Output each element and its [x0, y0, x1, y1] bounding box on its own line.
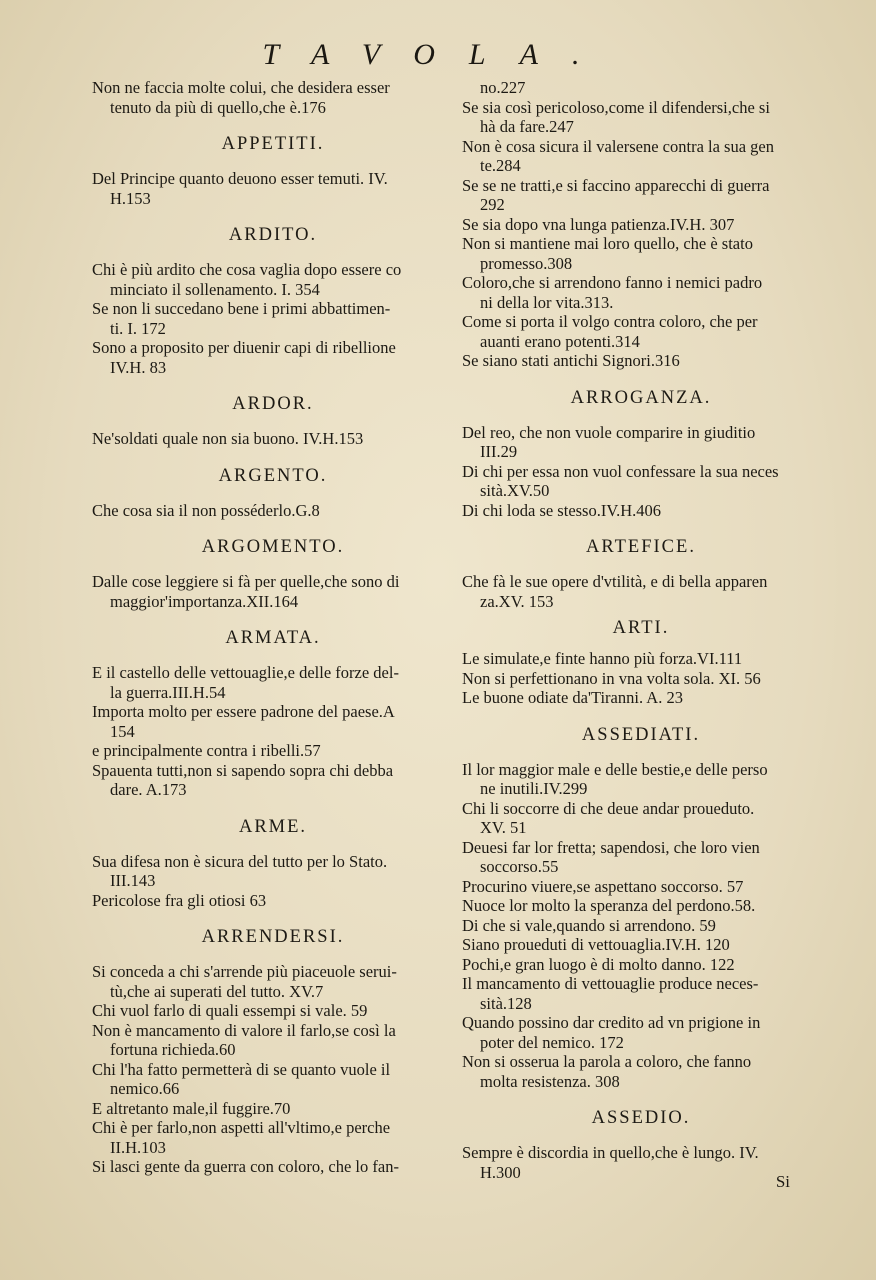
entry-line: poter del nemico. 172	[480, 1032, 624, 1052]
index-entry	[462, 137, 820, 176]
index-entry	[462, 501, 820, 521]
index-entry	[92, 1021, 454, 1060]
entry-line: Di che si vale,quando si arrendono. 59	[462, 915, 716, 935]
entry-line: Si conceda a chi s'arrende più piaceuole serui-	[92, 962, 397, 981]
entry-line: Sono a proposito per diuenir capi di ribellione	[92, 338, 396, 357]
index-entry	[462, 312, 820, 351]
index-entry	[92, 299, 454, 338]
index-heading: ARRENDERSI.	[201, 927, 345, 947]
entry-line: za.XV. 153	[480, 591, 554, 611]
entry-line: Il mancamento di vettouaglie produce neces-	[462, 974, 759, 993]
entry-line: minciato il sollenamento. I. 354	[110, 279, 320, 299]
index-heading: ARTEFICE.	[586, 537, 696, 557]
index-heading: ARMATA.	[225, 628, 321, 648]
entry-line: Che fà le sue opere d'vtilità, e di bella apparen	[462, 572, 768, 591]
entry-line: soccorso.55	[480, 857, 559, 876]
index-heading: ARME.	[238, 816, 308, 837]
entry-line: III.29	[480, 442, 518, 461]
index-entry	[462, 688, 820, 708]
index-entry	[462, 760, 820, 799]
index-entry	[462, 98, 820, 137]
index-entry	[92, 1001, 454, 1021]
index-entry	[92, 429, 454, 449]
entry-line: Ne'soldati quale non sia buono. IV.H.153	[92, 429, 364, 448]
entry-line: H.300	[480, 1162, 521, 1182]
index-heading: ARGENTO.	[218, 465, 328, 486]
entry-line: Quando possino dar credito ad vn prigione in	[462, 1013, 761, 1032]
entry-line: Chi è più ardito che cosa vaglia dopo essere co	[92, 260, 402, 279]
entry-line: IV.H. 83	[110, 357, 167, 377]
entry-line: Importa molto per essere padrone del paese.A	[92, 702, 395, 721]
entry-line: sità.XV.50	[480, 481, 550, 500]
entry-line: la guerra.III.H.54	[110, 682, 226, 702]
entry-line: Chi li soccorre di che deue andar proueduto.	[462, 798, 755, 818]
entry-line: Chi l'ha fatto permetterà di se quanto vuole il	[92, 1059, 391, 1079]
left-column	[92, 78, 454, 1177]
index-entry	[462, 935, 820, 955]
entry-line: Siano proueduti di vettouaglia.IV.H. 120	[462, 935, 730, 954]
index-entry	[92, 572, 454, 611]
entry-line: dare. A.173	[110, 780, 187, 799]
index-entry	[462, 351, 820, 371]
entry-line: Se siano stati antichi Signori.316	[462, 351, 680, 370]
entry-line: Se sia dopo vna lunga patienza.IV.H. 307	[462, 214, 735, 234]
entry-line: E il castello delle vettouaglie,e delle forze del-	[92, 663, 399, 682]
index-entry	[92, 663, 454, 702]
entry-line: Pochi,e gran luogo è di molto danno. 122	[462, 954, 735, 974]
index-entry	[462, 838, 820, 877]
running-head: TAVOLA.	[262, 38, 614, 71]
entry-line: Pericolose fra gli otiosi 63	[92, 890, 267, 910]
index-entry	[462, 1013, 820, 1052]
index-entry	[462, 462, 820, 501]
index-entry	[462, 916, 820, 936]
entry-line: Procurino viuere,se aspettano soccorso. 57	[462, 876, 744, 896]
entry-line: Le simulate,e finte hanno più forza.VI.111	[462, 649, 743, 668]
entry-line: fortuna richieda.60	[110, 1040, 236, 1059]
index-heading: ARDITO.	[228, 225, 318, 245]
index-entry	[462, 1052, 820, 1091]
index-entry	[92, 702, 454, 741]
entry-line: Del reo, che non vuole comparire in giuditio	[462, 422, 756, 442]
entry-line: promesso.308	[480, 253, 573, 273]
entry-line: E altretanto male,il fuggire.70	[92, 1098, 291, 1118]
entry-line: Chi è per farlo,non aspetti all'vltimo,e perche	[92, 1118, 391, 1137]
entry-line: Dalle cose leggiere si fà per quelle,che sono di	[92, 572, 400, 591]
entry-line: no.227	[480, 78, 526, 97]
index-heading: ARGOMENTO.	[201, 537, 345, 557]
entry-line: Non si mantiene mai loro quello, che è stato	[462, 234, 753, 253]
entry-line: ne inutili.IV.299	[480, 779, 588, 798]
entry-line: Chi vuol farlo di quali essempi si vale. 59	[92, 1001, 368, 1020]
index-entry	[462, 877, 820, 897]
entry-line: ti. I. 172	[110, 318, 166, 338]
entry-line: Del Principe quanto deuono esser temuti. IV.	[92, 169, 388, 188]
index-heading: ASSEDIO.	[591, 1108, 691, 1128]
index-entry	[92, 852, 454, 891]
index-entry	[462, 273, 820, 312]
entry-line: Il lor maggior male e delle bestie,e delle perso	[462, 759, 768, 779]
index-entry	[92, 761, 454, 800]
entry-line: Di chi loda se stesso.IV.H.406	[462, 500, 662, 520]
index-entry	[92, 78, 454, 117]
entry-line: Non si osserua la parola a coloro, che fanno	[462, 1052, 752, 1071]
index-entry	[462, 1143, 820, 1182]
index-heading: ASSEDIATI.	[581, 724, 701, 745]
entry-line: Che cosa sia il non posséderlo.G.8	[92, 500, 320, 520]
index-entry	[92, 501, 454, 521]
index-entry	[462, 669, 820, 689]
right-column	[462, 78, 820, 1182]
entry-line: II.H.103	[110, 1137, 166, 1157]
index-heading: ARTI.	[612, 618, 670, 638]
index-heading: ARROGANZA.	[570, 387, 712, 408]
entry-line: XV. 51	[480, 818, 527, 837]
index-entry	[462, 896, 820, 916]
entry-line: Nuoce lor molto la speranza del perdono.58.	[462, 896, 756, 915]
index-entry	[462, 974, 820, 1013]
entry-line: III.143	[110, 871, 156, 890]
entry-line: nemico.66	[110, 1079, 180, 1098]
index-heading: ARDOR.	[232, 394, 314, 414]
entry-line: Sua difesa non è sicura del tutto per lo Stato.	[92, 851, 388, 871]
entry-line: Spauenta tutti,non si sapendo sopra chi debba	[92, 760, 394, 780]
index-entry	[462, 799, 820, 838]
index-entry	[92, 169, 454, 208]
index-entry	[92, 338, 454, 377]
index-entry	[462, 234, 820, 273]
index-entry	[92, 1157, 454, 1177]
entry-line: molta resistenza. 308	[480, 1071, 620, 1091]
entry-line: Non si perfettionano in vna volta sola. XI. 56	[462, 668, 761, 688]
entry-line: Se sia così pericoloso,come il difendersi,che si	[462, 97, 770, 117]
index-entry	[92, 891, 454, 911]
catchword: Si	[775, 1172, 790, 1191]
entry-line: Non è cosa sicura il valersene contra la sua gen	[462, 136, 774, 156]
entry-line: Non è mancamento di valore il farlo,se così la	[92, 1020, 396, 1040]
entry-line: Come si porta il volgo contra coloro, che per	[462, 312, 758, 331]
index-entry	[92, 962, 454, 1001]
index-entry	[462, 78, 820, 98]
index-entry	[92, 1118, 454, 1157]
entry-line: H.153	[110, 188, 151, 208]
index-entry	[462, 176, 820, 215]
entry-line: Non ne faccia molte colui, che desidera esser	[92, 78, 390, 97]
entry-line: Si lasci gente da guerra con coloro, che lo fan-	[92, 1157, 399, 1176]
entry-line: 292	[480, 195, 505, 214]
entry-line: Deuesi far lor fretta; sapendosi, che loro vien	[462, 837, 760, 857]
entry-line: hà da fare.247	[480, 117, 574, 136]
index-entry	[462, 423, 820, 462]
entry-line: Di chi per essa non vuol confessare la sua neces	[462, 461, 779, 481]
entry-line: e principalmente contra i ribelli.57	[92, 741, 321, 760]
entry-line: ni della lor vita.313.	[480, 292, 614, 312]
index-entry	[92, 260, 454, 299]
entry-line: auanti erano potenti.314	[480, 331, 640, 351]
entry-line: Coloro,che si arrendono fanno i nemici padro	[462, 273, 763, 292]
entry-line: te.284	[480, 156, 521, 175]
entry-line: 154	[110, 721, 135, 741]
index-entry	[92, 741, 454, 761]
index-entry	[462, 649, 820, 669]
index-entry	[462, 572, 820, 611]
index-entry	[92, 1099, 454, 1119]
entry-line: maggior'importanza.XII.164	[110, 591, 299, 611]
entry-line: Le buone odiate da'Tiranni. A. 23	[462, 688, 683, 707]
entry-line: tù,che ai superati del tutto. XV.7	[110, 981, 324, 1001]
entry-line: sità.128	[480, 993, 532, 1013]
index-entry	[462, 215, 820, 235]
entry-line: tenuto da più di quello,che è.176	[110, 97, 326, 117]
index-entry	[462, 955, 820, 975]
index-entry	[92, 1060, 454, 1099]
entry-line: Se se ne tratti,e si faccino apparecchi di guerra	[462, 175, 770, 195]
index-heading: APPETITI.	[221, 134, 325, 154]
entry-line: Sempre è discordia in quello,che è lungo. IV.	[462, 1143, 759, 1162]
entry-line: Se non li succedano bene i primi abbattimen-	[92, 299, 391, 318]
